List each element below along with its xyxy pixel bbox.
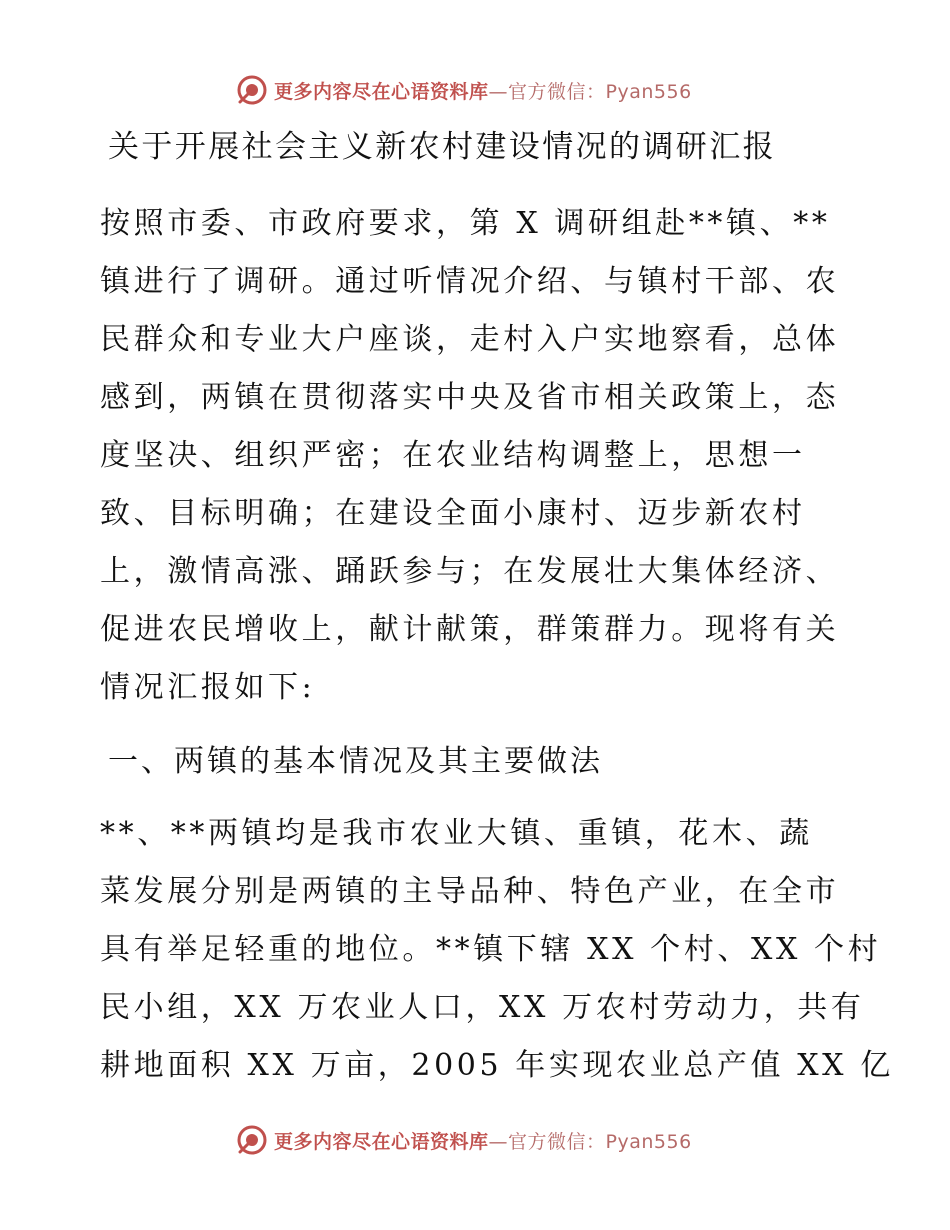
paragraph-line: 民群众和专业大户座谈，走村入户实地察看，总体 [100,322,840,357]
watermark-text [274,77,692,104]
paragraph-line: 致、目标明确；在建设全面小康村、迈步新农村 [100,496,806,531]
paragraph-line: 民小组，XX 万农业人口，XX 万农村劳动力，共有 [100,990,865,1025]
paragraph-line: 促进农民增收上，献计献策，群策群力。现将有关 [100,612,840,647]
paragraph-line: 按照市委、市政府要求，第 X 调研组赴**镇、** [100,206,831,241]
section-heading: 一、两镇的基本情况及其主要做法 [108,744,603,779]
watermark-text-rest: —官方微信：Pyan556 [488,1130,692,1153]
paragraph-line: 耕地面积 XX 万亩，2005 年实现农业总产值 XX 亿 [100,1048,894,1083]
paragraph-intro [100,195,860,717]
paragraph-line: 菜发展分别是两镇的主导品种、特色产业，在全市 [100,874,840,909]
watermark-text [274,1127,692,1154]
header-watermark [236,72,692,108]
footer-watermark [236,1122,692,1158]
paragraph-line: 感到，两镇在贯彻落实中央及省市相关政策上，态 [100,380,840,415]
watermark-text-bold: 更多内容尽在心语资料库 [274,80,489,103]
paragraph-basic-info [100,805,894,1095]
document-title: 关于开展社会主义新农村建设情况的调研汇报 [108,129,776,165]
watermark-text-bold: 更多内容尽在心语资料库 [274,1130,489,1153]
paragraph-line: 具有举足轻重的地位。**镇下辖 XX 个村、XX 个村 [100,932,882,967]
paragraph-line: 上，激情高涨、踊跃参与；在发展壮大集体经济、 [100,554,840,589]
quill-logo-icon [236,1124,268,1156]
watermark-text-rest: —官方微信：Pyan556 [488,80,692,103]
paragraph-line: 情况汇报如下: [100,670,316,705]
paragraph-line: 镇进行了调研。通过听情况介绍、与镇村干部、农 [100,264,840,299]
paragraph-line: 度坚决、组织严密；在农业结构调整上，思想一 [100,438,806,473]
quill-logo-icon [236,74,268,106]
paragraph-line: **、**两镇均是我市农业大镇、重镇，花木、蔬 [100,816,813,851]
